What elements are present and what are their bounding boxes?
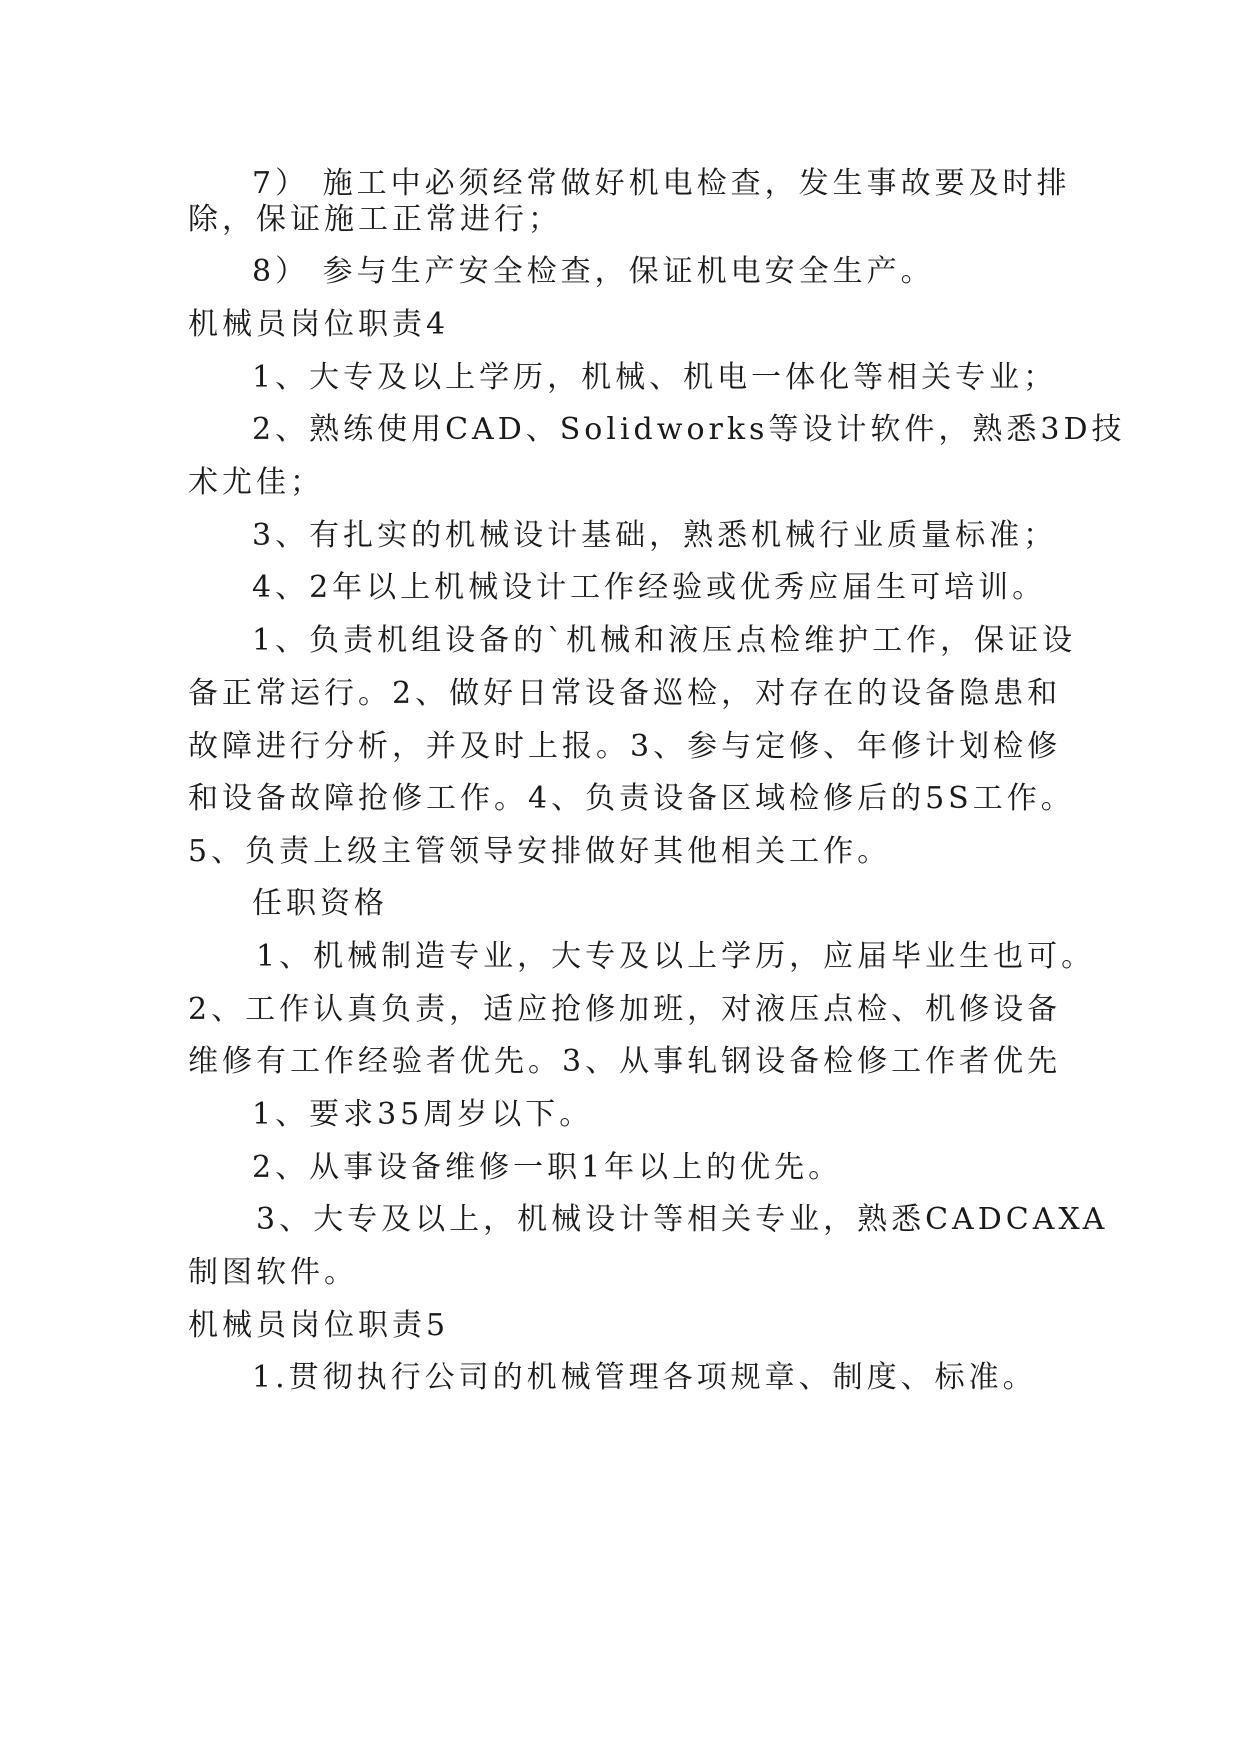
paragraph-line: 1.贯彻执行公司的机械管理各项规章、制度、标准。 bbox=[252, 1360, 1037, 1395]
paragraph-line: 2、工作认真负责，适应抢修加班，对液压点检、机修设备 bbox=[188, 992, 1062, 1027]
section-heading: 机械员岗位职责5 bbox=[188, 1308, 450, 1343]
paragraph-line: 备正常运行。2、做好日常设备巡检，对存在的设备隐患和 bbox=[188, 676, 1062, 711]
paragraph-line: 维修有工作经验者优先。3、从事轧钢设备检修工作者优先 bbox=[188, 1044, 1062, 1079]
paragraph-line: 2、熟练使用CAD、Solidworks等设计软件，熟悉3D技 bbox=[252, 412, 1126, 447]
paragraph-line: 1、机械制造专业，大专及以上学历，应届毕业生也可。 bbox=[256, 939, 1096, 974]
paragraph-line: 2、从事设备维修一职1年以上的优先。 bbox=[252, 1150, 843, 1185]
paragraph-line: 1、负责机组设备的`机械和液压点检维护工作，保证设 bbox=[252, 623, 1077, 658]
paragraph-line: 4、2年以上机械设计工作经验或优秀应届生可培训。 bbox=[252, 570, 1047, 605]
paragraph-line: 除，保证施工正常进行； bbox=[188, 202, 562, 237]
paragraph-line: 8） 参与生产安全检查，保证机电安全生产。 bbox=[252, 254, 935, 289]
paragraph-line: 7） 施工中必须经常做好机电检查，发生事故要及时排 bbox=[252, 166, 1071, 201]
paragraph-line: 和设备故障抢修工作。4、负责设备区域检修后的5S工作。 bbox=[188, 781, 1075, 816]
paragraph-line: 5、负责上级主管领导安排做好其他相关工作。 bbox=[188, 834, 892, 869]
paragraph-line: 3、大专及以上，机械设计等相关专业，熟悉CADCAXA bbox=[256, 1202, 1109, 1237]
paragraph-line: 3、有扎实的机械设计基础，熟悉机械行业质量标准； bbox=[252, 518, 1058, 553]
paragraph-line: 1、大专及以上学历，机械、机电一体化等相关专业； bbox=[252, 360, 1058, 395]
subsection-heading: 任职资格 bbox=[252, 886, 388, 921]
paragraph-line: 术尤佳； bbox=[188, 465, 324, 500]
paragraph-line: 故障进行分析，并及时上报。3、参与定修、年修计划检修 bbox=[188, 729, 1062, 764]
paragraph-line: 制图软件。 bbox=[188, 1255, 358, 1290]
section-heading: 机械员岗位职责4 bbox=[188, 307, 450, 342]
paragraph-line: 1、要求35周岁以下。 bbox=[252, 1097, 594, 1132]
